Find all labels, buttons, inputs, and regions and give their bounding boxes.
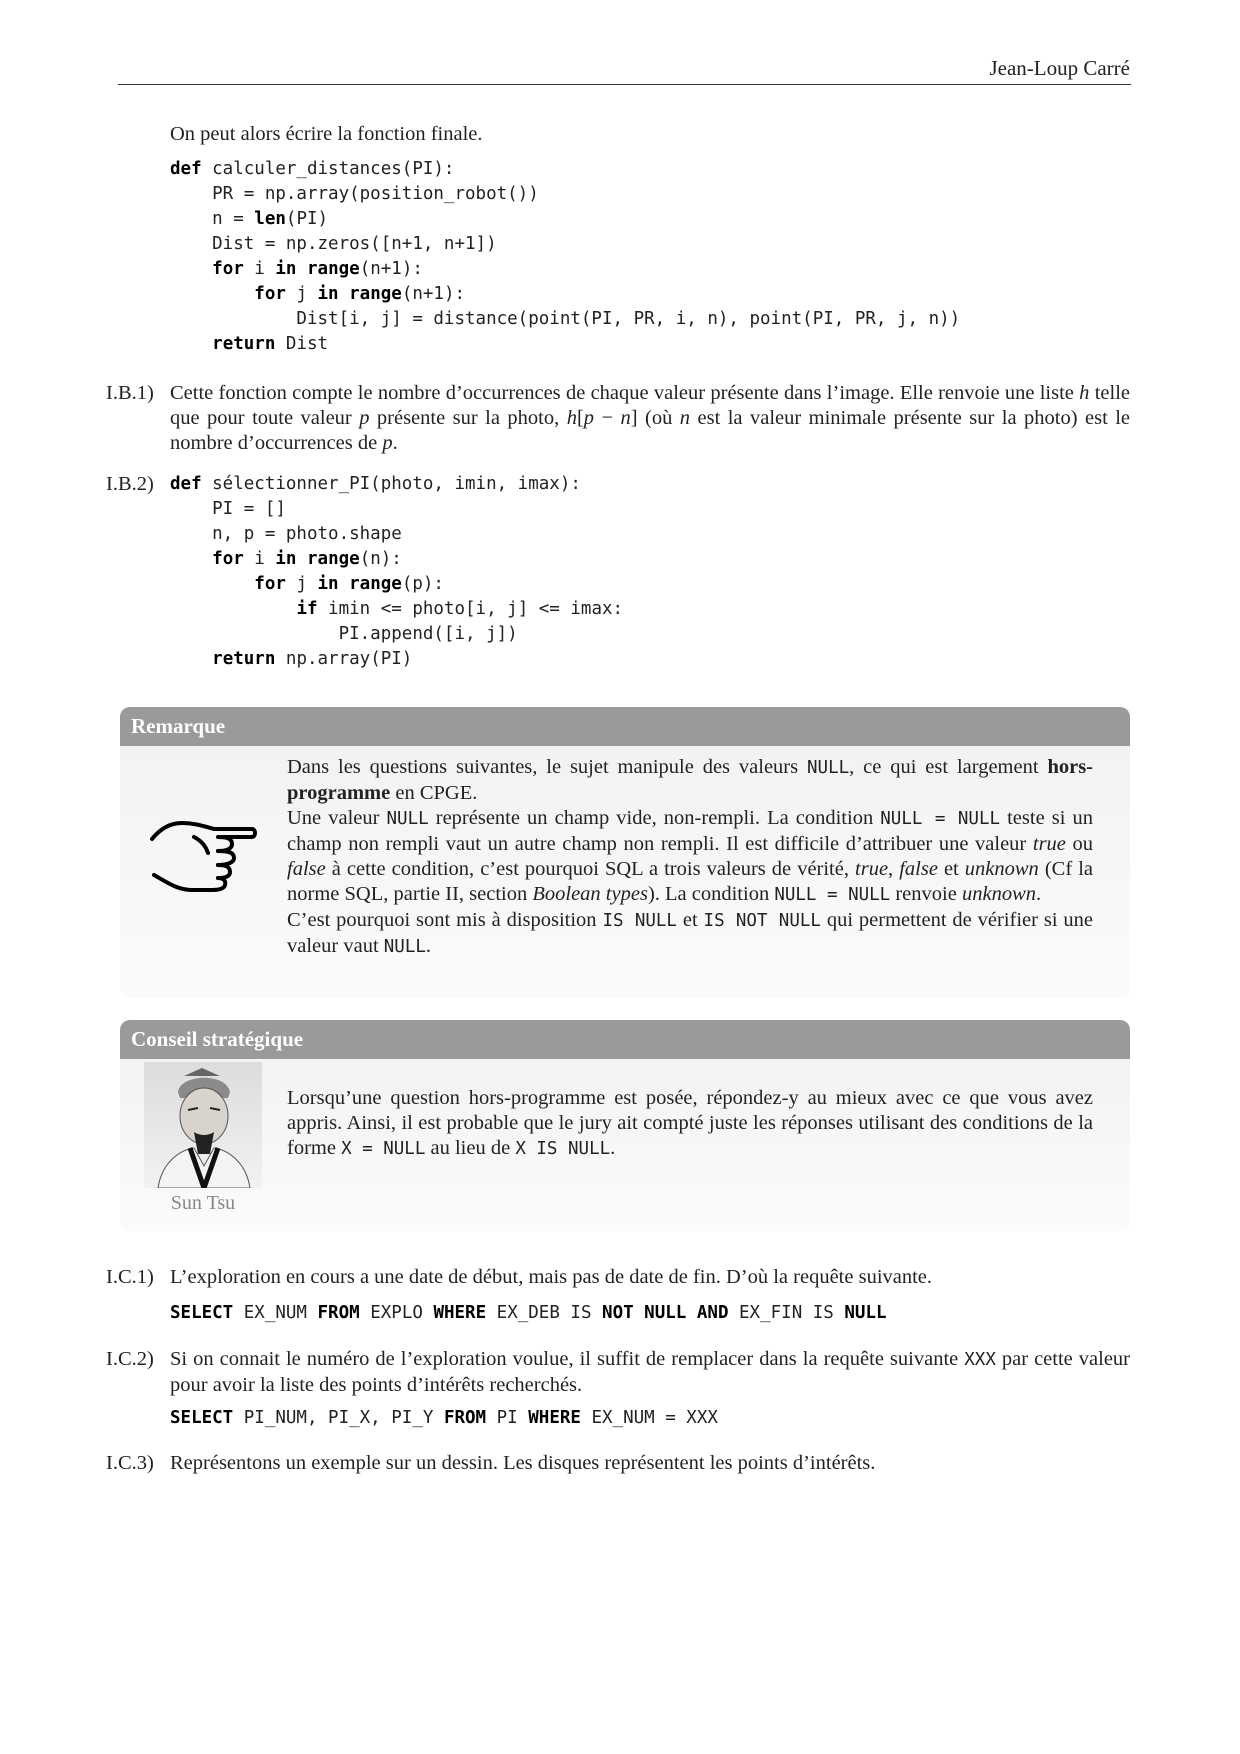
- code-text: EX_NUM = XXX: [580, 1408, 718, 1428]
- code-text: calculer_distances(PI):: [201, 159, 455, 179]
- code-text: PI = []: [170, 499, 286, 519]
- code-text: [170, 284, 254, 304]
- code-text: [170, 259, 212, 279]
- code-text: n =: [170, 209, 255, 229]
- code-block-calculer-distances: [170, 157, 960, 357]
- code-line: [170, 547, 623, 572]
- code-text: [339, 574, 350, 594]
- code-keyword: in: [317, 574, 339, 594]
- remarque-title: Remarque: [120, 707, 1130, 746]
- code-line: [170, 1406, 718, 1431]
- code-keyword: NULL: [844, 1303, 887, 1323]
- code-line: [170, 572, 623, 597]
- code-keyword: NOT NULL: [602, 1303, 687, 1323]
- code-keyword: WHERE: [433, 1303, 487, 1323]
- code-keyword: SELECT: [170, 1303, 234, 1323]
- answer-ic1: L’exploration en cours a une date de début, mais pas de date de fin. D’où la requête suivante.: [170, 1266, 933, 1288]
- answer-ib1: Cette fonction compte le nombre d’occurrences de chaque valeur présente dans l’image. Elle renvoie une liste h telle que pour toute valeur p présente sur la photo, h[p − n] (où n est la valeur minimale présente sur la photo) est le nombre d’occurrences de p.: [170, 382, 1131, 454]
- code-keyword: for: [254, 574, 286, 594]
- code-text: (PI): [285, 209, 329, 229]
- conseil-box: [120, 1020, 1130, 1231]
- code-text: j: [285, 284, 318, 304]
- code-text: sélectionner_PI(photo, imin, imax):: [201, 474, 581, 494]
- code-keyword: len: [254, 209, 286, 229]
- code-keyword: range: [307, 549, 360, 569]
- code-text: Dist = np.zeros([n+1, n+1]): [170, 234, 497, 254]
- code-line: [170, 232, 960, 257]
- code-text: i: [243, 259, 276, 279]
- code-keyword: for: [254, 284, 286, 304]
- answer-ic3: Représentons un exemple sur un dessin. Les disques représentent les points d’intérêts.: [170, 1452, 876, 1474]
- code-keyword: AND: [696, 1303, 729, 1323]
- answer-ic2: Si on connait le numéro de l’exploration voulue, il suffit de remplacer dans la requête suivante XXX par cette valeur pour avoir la liste des points d’intérêts recherchés.: [170, 1348, 1130, 1396]
- code-text: PI: [486, 1408, 529, 1428]
- code-line: [170, 307, 960, 332]
- code-text: [170, 574, 254, 594]
- code-keyword: for: [212, 549, 244, 569]
- code-line: [170, 647, 623, 672]
- code-block-selectionner-pi: [170, 472, 623, 672]
- code-line: [170, 472, 623, 497]
- code-keyword: WHERE: [528, 1408, 581, 1428]
- code-text: [170, 599, 296, 619]
- code-keyword: def: [170, 474, 202, 494]
- code-text: Dist[i, j] = distance(point(PI, PR, i, n), point(PI, PR, j, n)): [170, 309, 961, 329]
- remarque-box: [120, 707, 1130, 998]
- code-text: [170, 549, 212, 569]
- code-text: [296, 259, 307, 279]
- code-keyword: def: [170, 159, 202, 179]
- code-text: (p):: [401, 574, 444, 594]
- code-text: EX_DEB IS: [486, 1303, 603, 1323]
- sql-query-ic1: [170, 1301, 887, 1326]
- code-text: [296, 549, 307, 569]
- code-text: i: [243, 549, 276, 569]
- code-line: [170, 522, 623, 547]
- code-line: [170, 1301, 887, 1326]
- code-line: [170, 332, 960, 357]
- code-keyword: range: [307, 259, 360, 279]
- header-author: Jean-Loup Carré: [989, 56, 1130, 80]
- code-text: (n):: [359, 549, 402, 569]
- code-keyword: FROM: [443, 1408, 487, 1428]
- code-keyword: in: [275, 549, 297, 569]
- code-text: j: [285, 574, 318, 594]
- code-line: [170, 282, 960, 307]
- conseil-text: Lorsqu’une question hors-programme est posée, répondez-y au mieux avec ce que vous avez appris. Ainsi, il est probable que le jury ait compté juste les réponses utilisant des conditions de la forme X = NULL au lieu de X IS NULL.: [287, 1087, 1093, 1159]
- question-label-ic3: I.C.3): [106, 1452, 154, 1474]
- code-text: np.array(PI): [275, 649, 413, 669]
- portrait-caption: Sun Tsu: [170, 1192, 236, 1214]
- code-text: EX_NUM: [233, 1303, 318, 1323]
- code-text: (n+1):: [359, 259, 423, 279]
- code-keyword: in: [317, 284, 339, 304]
- question-label-ib2: I.B.2): [106, 473, 154, 495]
- code-line: [170, 622, 623, 647]
- code-keyword: for: [212, 259, 244, 279]
- code-text: [686, 1303, 697, 1323]
- remarque-text: Dans les questions suivantes, le sujet manipule des valeurs NULL, ce qui est largement hors-programme en CPGE. Une valeur NULL représente un champ vide, non-rempli. La condition NULL = NULL teste si un champ non rempli vaut un autre champ non rempli. Il est difficile d’attribuer une valeur true ou false à cette condition, c’est pourquoi SQL a trois valeurs de vérité, true, false et unknown (Cf la norme SQL, partie II, section Boolean types). La condition NULL = NULL renvoie unknown. C’est pourquoi sont mis à disposition IS NULL et IS NOT NULL qui permettent de vérifier si une valeur vaut NULL.: [287, 756, 1094, 957]
- code-text: Dist: [275, 334, 329, 354]
- code-line: [170, 182, 960, 207]
- code-text: [170, 649, 212, 669]
- code-line: [170, 257, 960, 282]
- code-text: EX_FIN IS: [728, 1303, 845, 1323]
- conseil-title: Conseil stratégique: [120, 1020, 1130, 1059]
- pointing-hand-icon: [148, 817, 258, 901]
- code-text: imin <= photo[i, j] <= imax:: [317, 599, 624, 619]
- code-keyword: return: [212, 334, 276, 354]
- code-keyword: range: [349, 284, 402, 304]
- code-text: [339, 284, 350, 304]
- code-line: [170, 597, 623, 622]
- code-line: [170, 497, 623, 522]
- question-label-ib1: I.B.1): [106, 382, 154, 404]
- code-keyword: in: [275, 259, 297, 279]
- sql-query-ic2: [170, 1406, 718, 1431]
- code-keyword: SELECT: [170, 1408, 234, 1428]
- code-keyword: FROM: [317, 1303, 360, 1323]
- header-rule: [118, 84, 1131, 85]
- code-text: (n+1):: [401, 284, 466, 304]
- code-text: PR = np.array(position_robot()): [170, 184, 539, 204]
- code-keyword: return: [212, 649, 276, 669]
- code-text: n, p = photo.shape: [170, 524, 402, 544]
- code-text: PI.append([i, j]): [170, 624, 518, 644]
- code-keyword: if: [296, 599, 318, 619]
- code-line: [170, 207, 960, 232]
- code-text: [170, 334, 212, 354]
- sun-tsu-portrait: [144, 1062, 262, 1188]
- code-text: PI_NUM, PI_X, PI_Y: [233, 1408, 444, 1428]
- intro-text: On peut alors écrire la fonction finale.: [170, 123, 483, 145]
- code-keyword: range: [349, 574, 402, 594]
- code-line: [170, 157, 960, 182]
- question-label-ic2: I.C.2): [106, 1348, 154, 1370]
- code-text: EXPLO: [359, 1303, 434, 1323]
- question-label-ic1: I.C.1): [106, 1266, 154, 1288]
